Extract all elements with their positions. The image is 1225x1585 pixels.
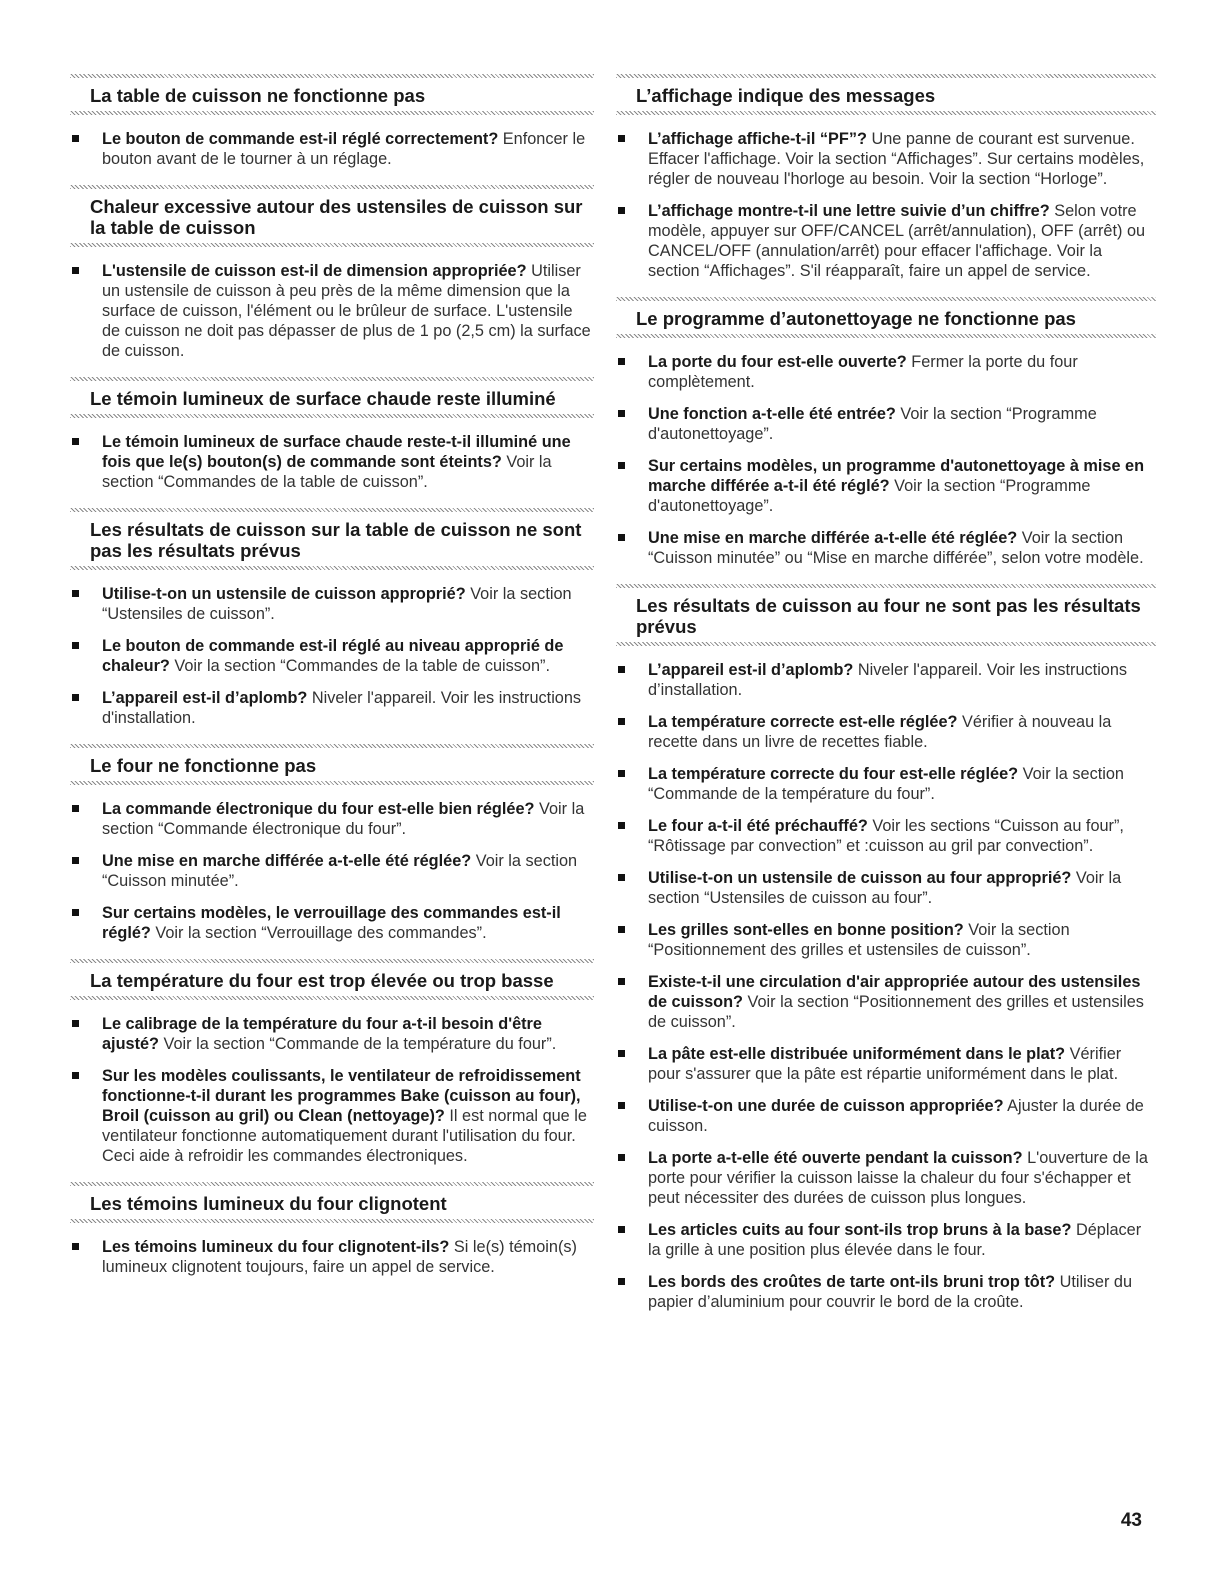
question-text: L’affichage montre-t-il une lettre suivie d’un chiffre? <box>648 202 1050 220</box>
section-title: La table de cuisson ne fonctionne pas <box>90 85 426 106</box>
question-text: Existe-t-il une circulation d'air appropriée autour des ustensiles de cuisson? <box>648 973 1141 1011</box>
list-item <box>70 903 594 943</box>
answer-text: Déplacer la grille à une position plus élevée dans le four. <box>648 1221 1142 1259</box>
list-item <box>616 528 1156 568</box>
question-text: La pâte est-elle distribuée uniformément dans le plat? <box>648 1045 1066 1063</box>
section-header <box>616 297 1156 338</box>
list-item <box>616 1044 1156 1084</box>
right-column <box>616 74 1156 1328</box>
list-item <box>616 660 1156 700</box>
answer-text: Voir la section “Commandes de la table de cuisson”. <box>102 453 552 491</box>
list-item <box>616 1096 1156 1136</box>
answer-text: Une panne de courant est survenue. Effacer l'affichage. Voir la section “Affichages”. Sur certains modèles, régler de nouveau l'horloge au besoin. Voir la section “Horloge”. <box>648 130 1145 188</box>
list-item <box>616 456 1156 516</box>
section-title: La température du four est trop élevée ou trop basse <box>90 970 554 991</box>
question-text: L’appareil est-il d’aplomb? <box>102 689 308 707</box>
answer-text: Enfoncer le bouton avant de le tourner à un réglage. <box>102 130 586 168</box>
square-bullet-icon <box>618 874 625 881</box>
question-text: Sur certains modèles, le verrouillage des commandes est-il réglé? <box>102 904 561 942</box>
question-text: La porte du four est-elle ouverte? <box>648 353 907 371</box>
section-title: Le témoin lumineux de surface chaude reste illuminé <box>90 388 556 409</box>
list-item <box>616 129 1156 189</box>
list-item <box>70 584 594 624</box>
answer-text: Voir la section “Programme d'autonettoyage”. <box>648 405 1097 443</box>
question-text: La température correcte est-elle réglée? <box>648 713 958 731</box>
square-bullet-icon <box>618 978 625 985</box>
answer-text: Voir la section “Commandes de la table de cuisson”. <box>174 657 550 675</box>
square-bullet-icon <box>72 267 79 274</box>
page-number: 43 <box>1120 1510 1142 1531</box>
section-title: L’affichage indique des messages <box>636 85 936 106</box>
question-text: Les articles cuits au four sont-ils trop bruns à la base? <box>648 1221 1072 1239</box>
question-text: L’affichage affiche-t-il “PF”? <box>648 130 867 148</box>
section-header <box>70 185 594 247</box>
question-text: Sur les modèles coulissants, le ventilateur de refroidissement fonctionne-t-il durant les programmes Bake (cuisson au four), Broil (cuisson au gril) ou Clean (nettoyage)? <box>102 1067 581 1125</box>
square-bullet-icon <box>72 1072 79 1079</box>
square-bullet-icon <box>72 590 79 597</box>
answer-text: Selon votre modèle, appuyer sur OFF/CANCEL (arrêt/annulation), OFF (arrêt) ou CANCEL/OFF (annulation/arrêt) pour effacer l'affichage. Voir la section “Affichages”. S'il réapparaît, faire un appel de service. <box>648 202 1146 280</box>
square-bullet-icon <box>72 857 79 864</box>
question-text: Les témoins lumineux du four clignotent-ils? <box>102 1238 450 1256</box>
list-item <box>616 868 1156 908</box>
list-item <box>70 1237 594 1277</box>
answer-text: Voir la section “Cuisson minutée” ou “Mise en marche différée”, selon votre modèle. <box>648 529 1144 567</box>
troubleshooting-section <box>70 377 594 508</box>
list-item <box>70 432 594 492</box>
list-item <box>70 261 594 361</box>
troubleshooting-section <box>70 74 594 185</box>
list-item <box>70 688 594 728</box>
square-bullet-icon <box>618 926 625 933</box>
square-bullet-icon <box>618 1050 625 1057</box>
question-text: Une mise en marche différée a-t-elle été réglée? <box>102 852 472 870</box>
answer-text: Il est normal que le ventilateur fonctionne automatiquement durant l'utilisation du four. Ceci aide à refroidir les commandes électroniques. <box>102 1107 587 1165</box>
question-text: Sur certains modèles, un programme d'autonettoyage à mise en marche différée a-t-il été réglé? <box>648 457 1145 495</box>
square-bullet-icon <box>72 1020 79 1027</box>
answer-text: Voir la section “Commande de la température du four”. <box>163 1035 557 1053</box>
list-item <box>616 712 1156 752</box>
list-item <box>70 1014 594 1054</box>
troubleshooting-section <box>616 74 1156 297</box>
square-bullet-icon <box>618 1154 625 1161</box>
question-text: Le four a-t-il été préchauffé? <box>648 817 868 835</box>
question-text: Le bouton de commande est-il réglé correctement? <box>102 130 499 148</box>
square-bullet-icon <box>618 718 625 725</box>
answer-text: Niveler l'appareil. Voir les instructions d'installation. <box>102 689 582 727</box>
answer-text: Voir la section “Verrouillage des commandes”. <box>155 924 487 942</box>
troubleshooting-section <box>70 508 594 744</box>
square-bullet-icon <box>618 410 625 417</box>
section-header <box>70 744 594 785</box>
section-title: Les résultats de cuisson sur la table de cuisson ne sont pas les résultats prévus <box>90 519 582 561</box>
section-title: Les résultats de cuisson au four ne sont pas les résultats prévus <box>636 595 1141 637</box>
question-text: La porte a-t-elle été ouverte pendant la cuisson? <box>648 1149 1023 1167</box>
question-text: Utilise-t-on un ustensile de cuisson au four approprié? <box>648 869 1072 887</box>
list-item <box>616 920 1156 960</box>
question-text: Les grilles sont-elles en bonne position? <box>648 921 964 939</box>
square-bullet-icon <box>72 805 79 812</box>
list-item <box>616 201 1156 281</box>
answer-text: Utiliser un ustensile de cuisson à peu près de la même dimension que la surface de cuisson, l'élément ou le brûleur de surface. L'ustensile de cuisson ne doit pas dépasser de plus de 1 po (2,5 cm) la surface de cuisson. <box>102 262 591 360</box>
list-item <box>616 1272 1156 1312</box>
square-bullet-icon <box>72 438 79 445</box>
answer-text: Voir la section “Ustensiles de cuisson”. <box>102 585 572 623</box>
section-header <box>70 959 594 1000</box>
answer-text: Voir les sections “Cuisson au four”, “Rôtissage par convection” et :cuisson au gril par convection”. <box>648 817 1124 855</box>
troubleshooting-section <box>616 297 1156 584</box>
section-header <box>616 74 1156 115</box>
section-title: Chaleur excessive autour des ustensiles de cuisson sur la table de cuisson <box>90 196 583 238</box>
list-item <box>616 352 1156 392</box>
answer-text: Vérifier à nouveau la recette dans un livre de recettes fiable. <box>648 713 1112 751</box>
question-text: Utilise-t-on une durée de cuisson appropriée? <box>648 1097 1004 1115</box>
section-title: Le programme d’autonettoyage ne fonctionne pas <box>636 308 1076 329</box>
question-text: Utilise-t-on un ustensile de cuisson approprié? <box>102 585 466 603</box>
square-bullet-icon <box>618 207 625 214</box>
section-header <box>70 508 594 570</box>
square-bullet-icon <box>618 358 625 365</box>
square-bullet-icon <box>618 1278 625 1285</box>
answer-text: Vérifier pour s'assurer que la pâte est répartie uniformément dans le plat. <box>648 1045 1122 1083</box>
square-bullet-icon <box>72 642 79 649</box>
list-item <box>70 129 594 169</box>
square-bullet-icon <box>618 462 625 469</box>
square-bullet-icon <box>618 534 625 541</box>
square-bullet-icon <box>618 1102 625 1109</box>
question-text: Les bords des croûtes de tarte ont-ils bruni trop tôt? <box>648 1273 1056 1291</box>
square-bullet-icon <box>72 909 79 916</box>
section-header <box>616 584 1156 646</box>
question-text: Le témoin lumineux de surface chaude reste-t-il illuminé une fois que le(s) bouton(s) de commande sont éteints? <box>102 433 571 471</box>
answer-text: Voir la section “Positionnement des grilles et ustensiles de cuisson”. <box>648 993 1144 1031</box>
troubleshooting-section <box>70 1182 594 1293</box>
list-item <box>616 764 1156 804</box>
troubleshooting-section <box>70 744 594 959</box>
section-header <box>70 74 594 115</box>
answer-text: Voir la section “Programme d'autonettoyage”. <box>648 477 1091 515</box>
list-item <box>70 851 594 891</box>
list-item <box>70 636 594 676</box>
question-text: La commande électronique du four est-elle bien réglée? <box>102 800 535 818</box>
list-item <box>616 816 1156 856</box>
answer-text: Voir la section “Ustensiles de cuisson au four”. <box>648 869 1122 907</box>
list-item <box>616 404 1156 444</box>
question-text: L'ustensile de cuisson est-il de dimension appropriée? <box>102 262 527 280</box>
square-bullet-icon <box>618 770 625 777</box>
answer-text: Voir la section “Commande électronique du four”. <box>102 800 585 838</box>
answer-text: Voir la section “Cuisson minutée”. <box>102 852 578 890</box>
square-bullet-icon <box>618 1226 625 1233</box>
question-text: Une mise en marche différée a-t-elle été réglée? <box>648 529 1018 547</box>
square-bullet-icon <box>618 822 625 829</box>
question-text: L’appareil est-il d’aplomb? <box>648 661 854 679</box>
question-text: Le bouton de commande est-il réglé au niveau approprié de chaleur? <box>102 637 564 675</box>
answer-text: Utiliser du papier d’aluminium pour couvrir le bord de la croûte. <box>648 1273 1132 1311</box>
section-header <box>70 377 594 418</box>
list-item <box>70 799 594 839</box>
answer-text: Si le(s) témoin(s) lumineux clignotent toujours, faire un appel de service. <box>102 1238 577 1276</box>
square-bullet-icon <box>72 135 79 142</box>
section-title: Le four ne fonctionne pas <box>90 755 317 776</box>
list-item <box>70 1066 594 1166</box>
question-text: Le calibrage de la température du four a-t-il besoin d'être ajusté? <box>102 1015 542 1053</box>
section-title: Les témoins lumineux du four clignotent <box>90 1193 447 1214</box>
answer-text: Voir la section “Positionnement des grilles et ustensiles de cuisson”. <box>648 921 1070 959</box>
list-item <box>616 1220 1156 1260</box>
square-bullet-icon <box>618 666 625 673</box>
square-bullet-icon <box>618 135 625 142</box>
question-text: Une fonction a-t-elle été entrée? <box>648 405 896 423</box>
square-bullet-icon <box>72 1243 79 1250</box>
answer-text: Niveler l'appareil. Voir les instructions d’installation. <box>648 661 1128 699</box>
question-text: La température correcte du four est-elle réglée? <box>648 765 1019 783</box>
troubleshooting-section <box>616 584 1156 1328</box>
troubleshooting-section <box>70 959 594 1182</box>
list-item <box>616 972 1156 1032</box>
square-bullet-icon <box>72 694 79 701</box>
list-item <box>616 1148 1156 1208</box>
answer-text: Voir la section “Commande de la température du four”. <box>648 765 1124 803</box>
left-column <box>70 74 594 1293</box>
answer-text: L'ouverture de la porte pour vérifier la cuisson laisse la chaleur du four s'échapper et peut nécessiter des durées de cuisson plus longues. <box>648 1149 1148 1207</box>
section-header <box>70 1182 594 1223</box>
answer-text: Ajuster la durée de cuisson. <box>648 1097 1144 1135</box>
answer-text: Fermer la porte du four complètement. <box>648 353 1078 391</box>
troubleshooting-section <box>70 185 594 377</box>
